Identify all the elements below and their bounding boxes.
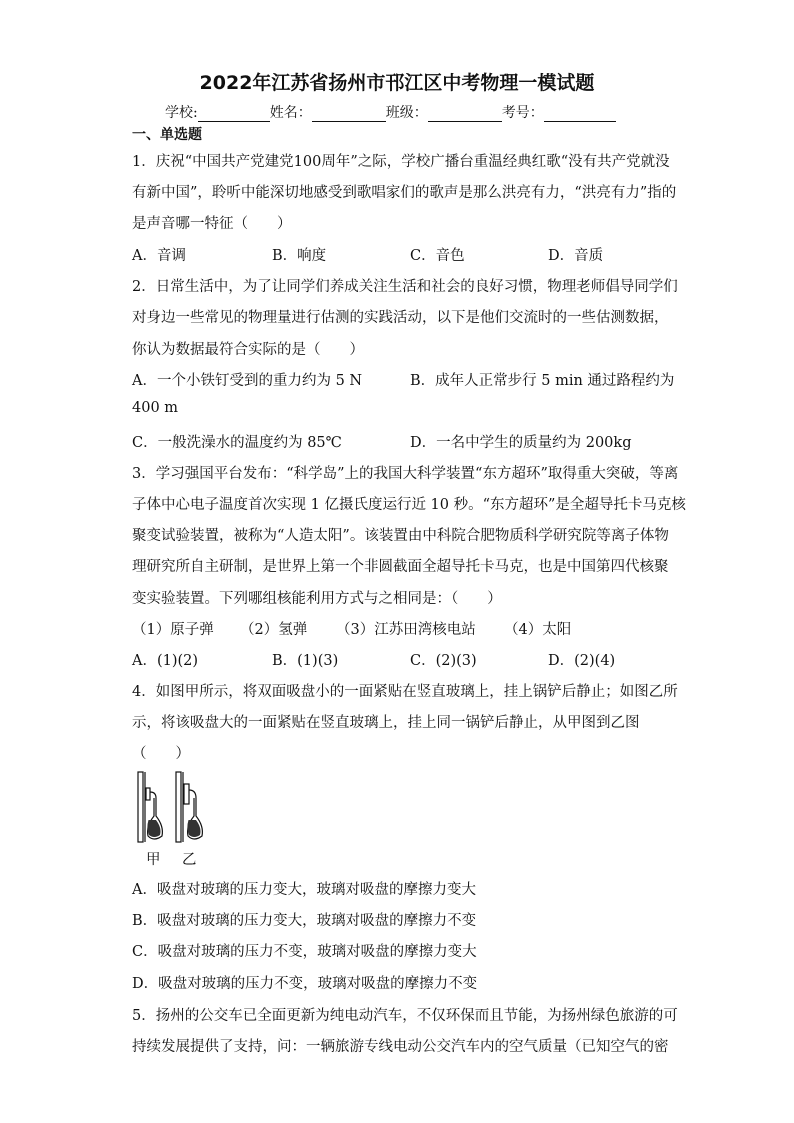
school-blank[interactable] [198, 107, 270, 122]
q2-option-a: A．一个小铁钉受到的重力约为 5 N [132, 373, 363, 389]
class-blank[interactable] [428, 107, 502, 122]
q3-line: 聚变试验装置，被称为“人造太阳”。该装置由中科院合肥物质科学研究院等离子体物 [132, 528, 669, 544]
section-title: 一、单选题 [132, 127, 202, 143]
q3-line: 理研究所自主研制，是世界上第一个非圆截面全超导托卡马克，也是中国第四代核聚 [132, 559, 669, 575]
q4-option-b: B．吸盘对玻璃的压力变大，玻璃对吸盘的摩擦力不变 [132, 913, 477, 929]
class-label: 班级： [385, 105, 428, 121]
fig-label-jia: 甲 [146, 852, 161, 868]
q4-option-d: D．吸盘对玻璃的压力不变，玻璃对吸盘的摩擦力不变 [132, 976, 478, 992]
q2-option-c: C．一般洗澡水的温度约为 85℃ [132, 435, 342, 451]
q4-figure [132, 770, 212, 870]
q5-line: 5．扬州的公交车已全面更新为纯电动汽车，不仅环保而且节能，为扬州绿色旅游的可 [132, 1008, 678, 1024]
q1-line: 1．庆祝“中国共产党建党100周年”之际，学校广播台重温经典红歌“没有共产党就没 [132, 154, 670, 170]
q1-line: 有新中国”，聆听中能深切地感受到歌唱家们的歌声是那么洪亮有力，“洪亮有力”指的 [132, 185, 677, 201]
q4-line: 示，将该吸盘大的一面紧贴在竖直玻璃上，挂上同一锅铲后静止，从甲图到乙图 [132, 715, 640, 731]
q4-line: 4．如图甲所示，将双面吸盘小的一面紧贴在竖直玻璃上，挂上锅铲后静止；如图乙所 [132, 684, 678, 700]
q3-line: 子体中心电子温度首次实现 1 亿摄氏度运行近 10 秒。“东方超环”是全超导托卡马克核 [132, 497, 686, 513]
q4-option-c: C．吸盘对玻璃的压力不变，玻璃对吸盘的摩擦力变大 [132, 944, 477, 960]
q2-option-b: B．成年人正常步行 5 min 通过路程约为 [410, 373, 675, 389]
q4-line: （ ） [132, 746, 190, 762]
fig-label-yi: 乙 [182, 852, 197, 868]
suction-cup-spatula-diagram [132, 770, 212, 845]
q2-line: 对身边一些常见的物理量进行估测的实践活动，以下是他们交流时的一些估测数据， [132, 310, 669, 326]
q3-option-a: A．(1)(2) [132, 653, 199, 669]
q2-line: 2．日常生活中，为了让同学们养成关注生活和社会的良好习惯，物理老师倡导同学们 [132, 279, 678, 295]
q2-option-b-cont: 400 m [132, 400, 179, 416]
q1-option-c: C．音色 [410, 248, 465, 264]
q5-line: 持续发展提供了支持，问：一辆旅游专线电动公交汽车内的空气质量（已知空气的密 [132, 1039, 669, 1055]
q3-option-c: C．(2)(3) [410, 653, 477, 669]
page-title: 2022年江苏省扬州市邗江区中考物理一模试题 [199, 72, 595, 94]
school-label: 学校: [165, 105, 198, 121]
name-label: 姓名： [269, 105, 312, 121]
student-info-line [165, 102, 616, 122]
q3-line: 变实验装置。下列哪组核能利用方式与之相同是：（ ） [132, 591, 502, 607]
name-blank[interactable] [312, 107, 386, 122]
exam-no-blank[interactable] [544, 107, 616, 122]
q1-option-d: D．音质 [548, 248, 604, 264]
q1-option-a: A．音调 [132, 248, 186, 264]
q3-item: （3）江苏田湾核电站 [336, 622, 476, 638]
q3-item: （4）太阳 [504, 622, 572, 638]
exam-no-label: 考号： [501, 105, 544, 121]
q1-line: 是声音哪一特征（ ） [132, 216, 292, 232]
q3-item: （1）原子弹 [132, 622, 214, 638]
q1-option-b: B．响度 [272, 248, 327, 264]
q3-item: （2）氢弹 [240, 622, 308, 638]
q3-line: 3．学习强国平台发布：“科学岛”上的我国大科学装置“东方超环”取得重大突破，等离 [132, 466, 679, 482]
q2-line: 你认为数据最符合实际的是（ ） [132, 342, 364, 358]
q4-option-a: A．吸盘对玻璃的压力变大，玻璃对吸盘的摩擦力变大 [132, 882, 476, 898]
q3-option-b: B．(1)(3) [272, 653, 339, 669]
q3-option-d: D．(2)(4) [548, 653, 616, 669]
q2-option-d: D．一名中学生的质量约为 200kg [410, 435, 632, 451]
